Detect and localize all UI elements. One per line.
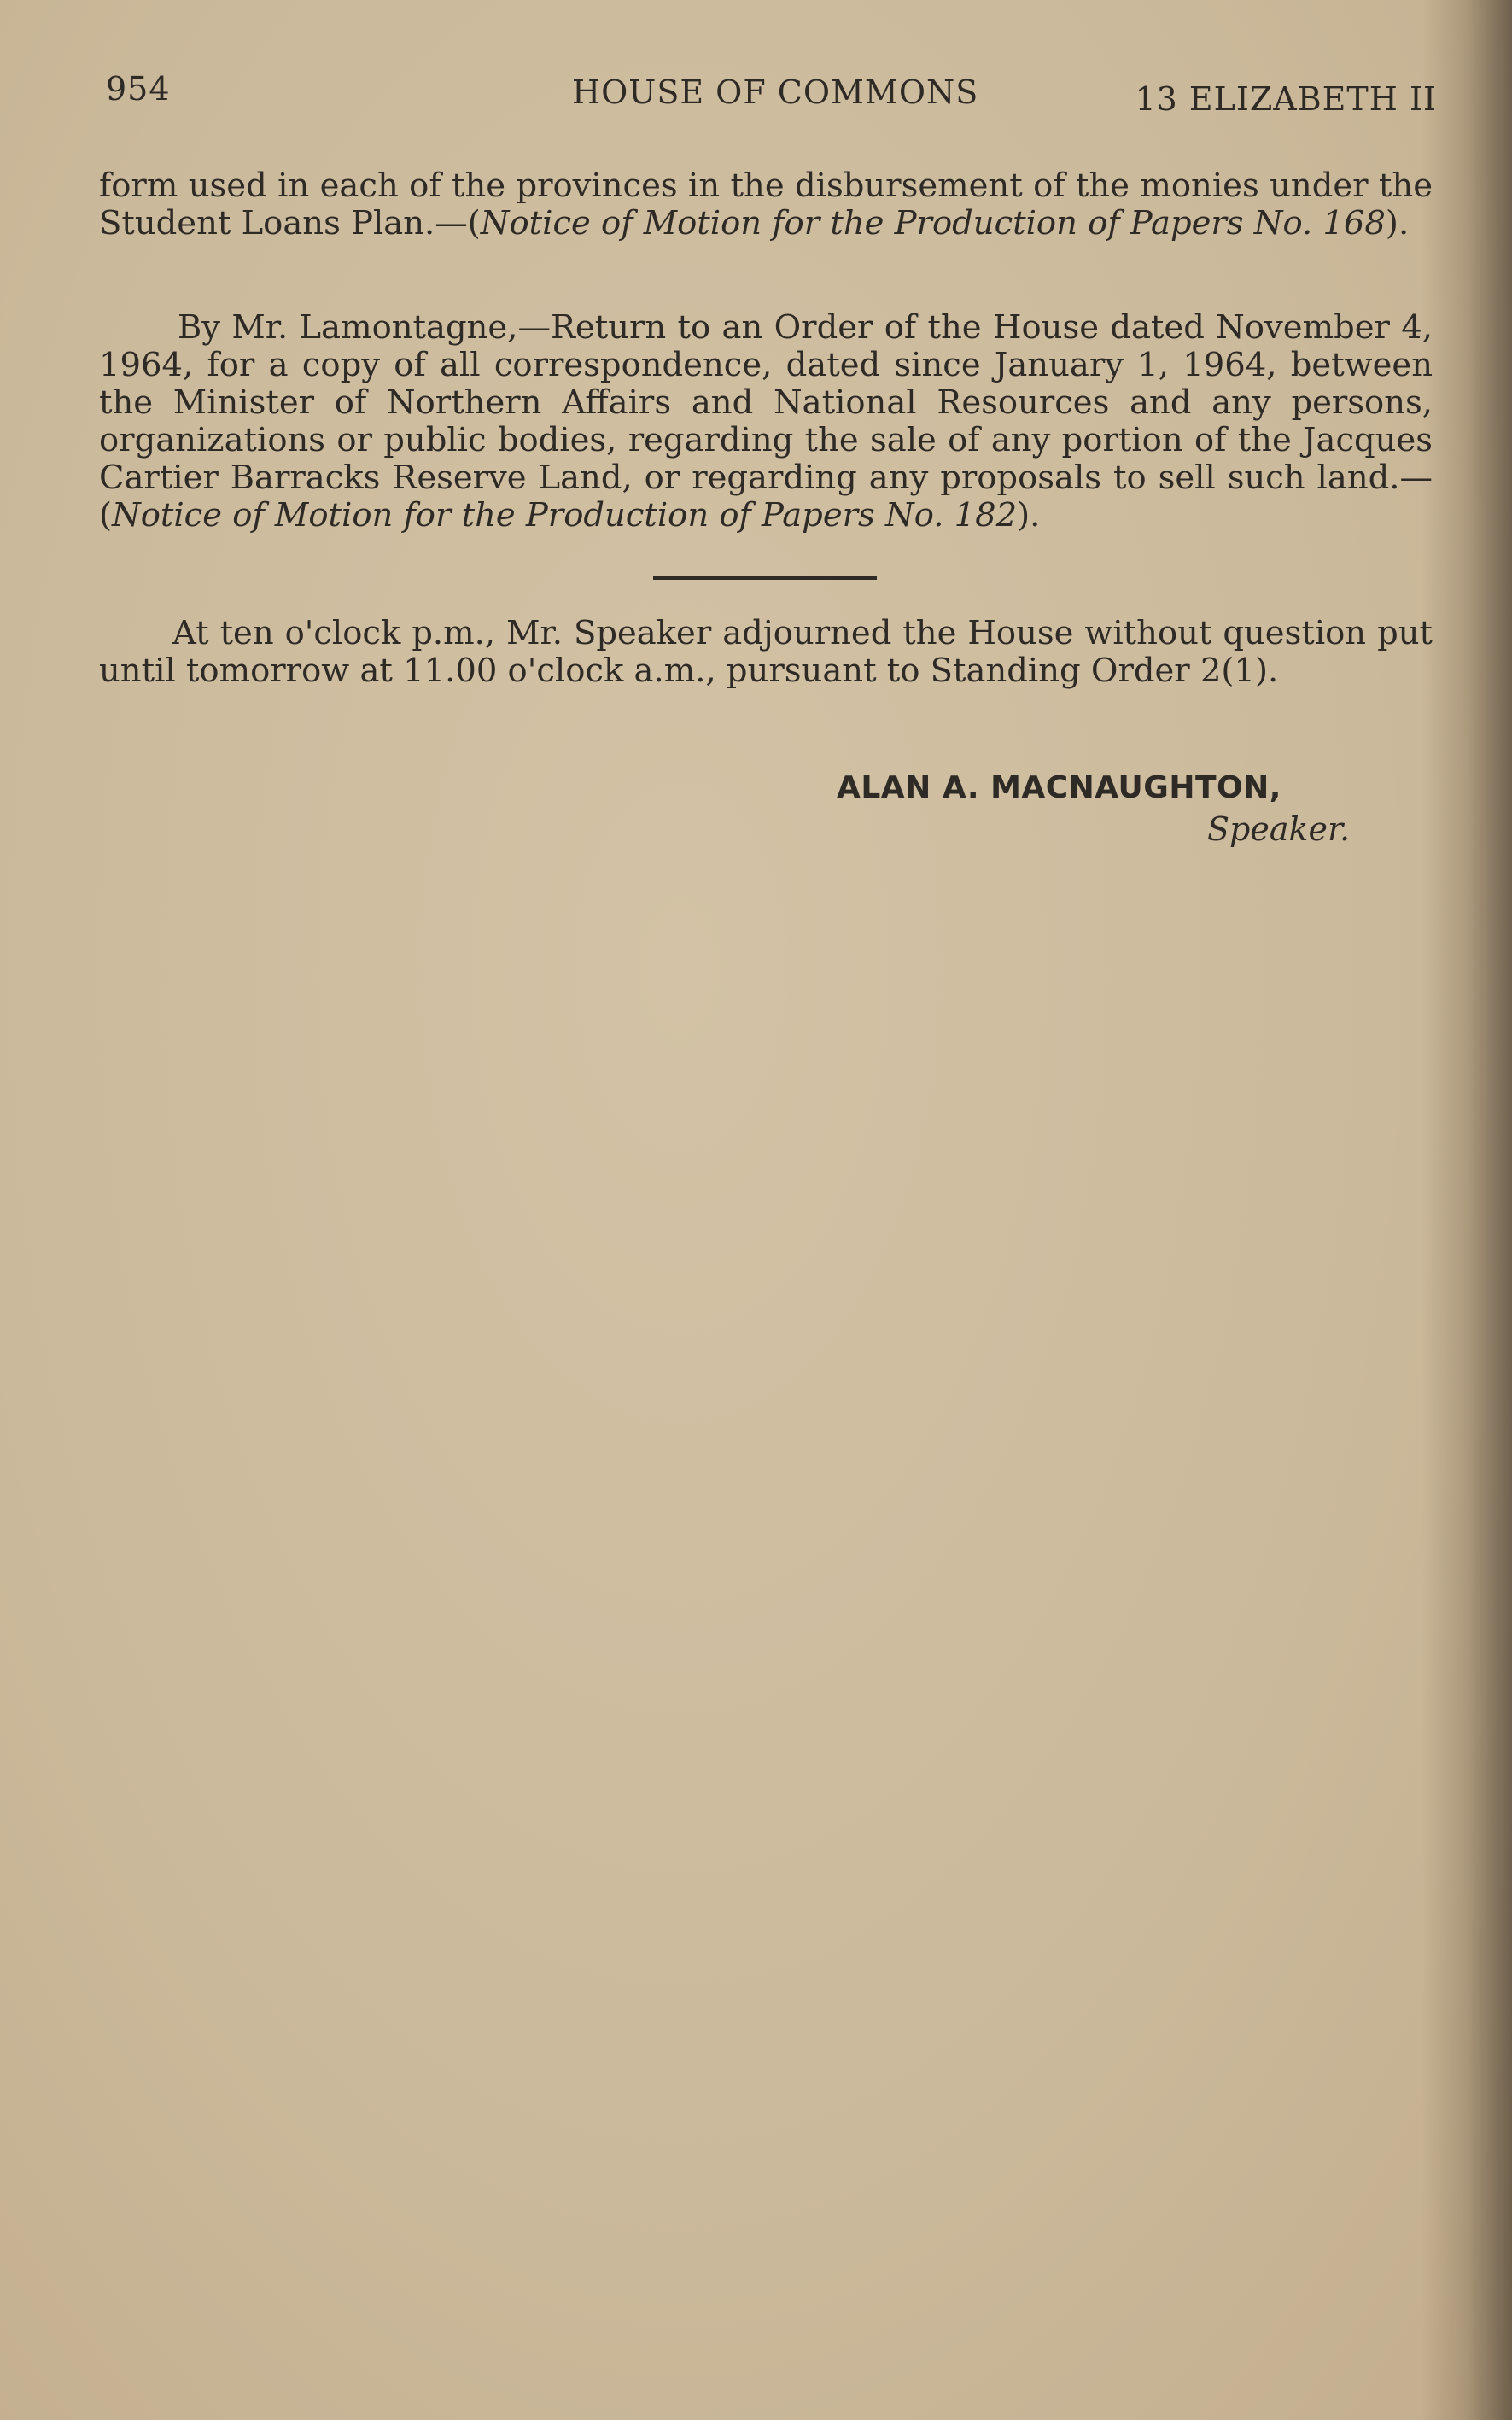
page-number: 954 bbox=[106, 70, 171, 108]
paragraph-lamontagne-return bbox=[99, 309, 1433, 535]
paragraph-end: ). bbox=[1385, 204, 1410, 243]
paragraph-end: ). bbox=[1017, 496, 1041, 535]
notice-of-motion-reference: Notice of Motion for the Production of Papers No. 168 bbox=[480, 204, 1386, 243]
regnal-year: 13 ELIZABETH II bbox=[1135, 80, 1437, 118]
running-header bbox=[101, 67, 1437, 118]
header-title: HOUSE OF COMMONS bbox=[572, 73, 979, 111]
paragraph-adjournment: At ten o'clock p.m., Mr. Speaker adjourned the House without question put until tomorrow at 11.00 o'clock a.m., pursuant to Standing Order 2(1). bbox=[99, 614, 1433, 690]
signature-block bbox=[837, 770, 1349, 848]
paragraph-student-loans bbox=[99, 167, 1433, 243]
section-divider bbox=[653, 576, 877, 580]
paragraph-text: form used in each of the provinces in the disbursement of the monies under the Student Loans Plan.—( bbox=[99, 167, 1433, 243]
paragraph-text: By Mr. Lamontagne,—Return to an Order of the House dated November 4, 1964, for a copy of all correspondence, dated since January 1, 1964, between the Minister of Northern Affairs and National Resources and any persons, organizations or public bodies, regarding the sale of any portion of the Jacques Cartier Barracks Reserve Land, or regarding any proposals to sell such land.—( bbox=[99, 308, 1433, 535]
notice-of-motion-reference: Notice of Motion for the Production of Papers No. 182 bbox=[112, 496, 1018, 535]
speaker-title: Speaker. bbox=[1207, 810, 1351, 848]
speaker-name: ALAN A. MACNAUGHTON, bbox=[837, 770, 1281, 805]
